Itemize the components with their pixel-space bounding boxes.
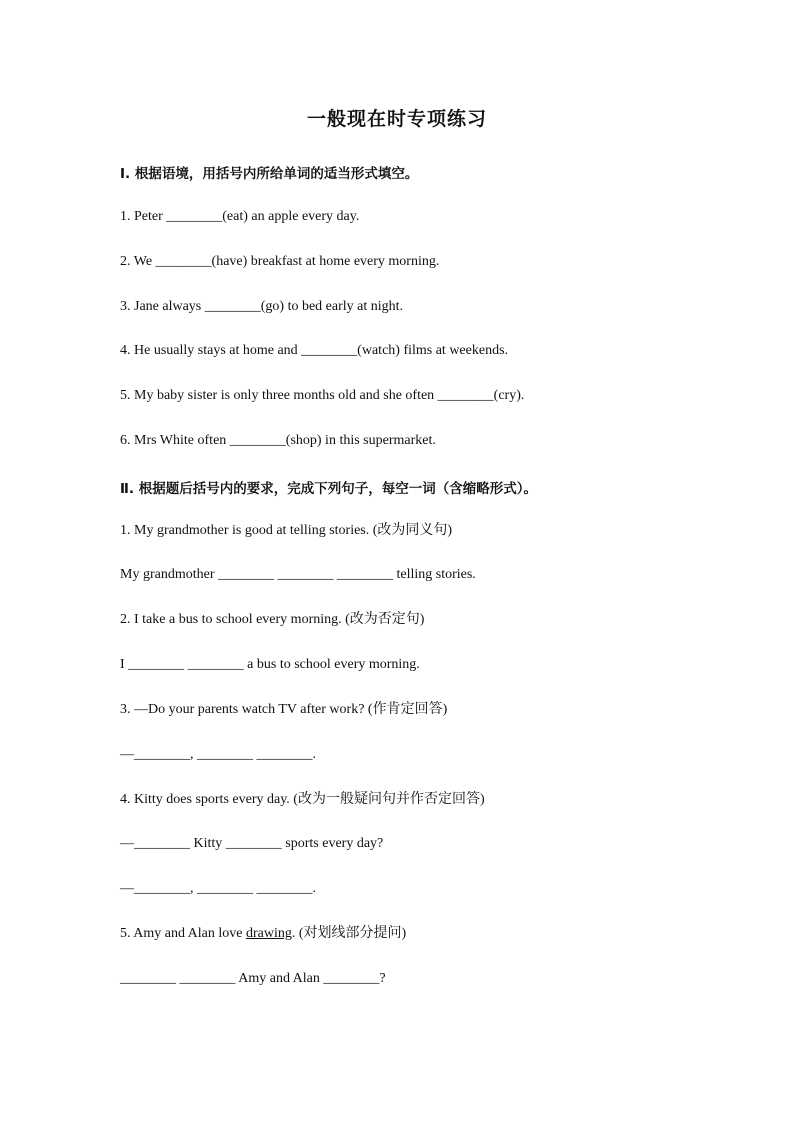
s1-question-6: 6. Mrs White often ________(shop) in this supermarket. [120,433,436,448]
section-1-heading: Ⅰ. 根据语境，用括号内所给单词的适当形式填空。 [120,166,419,182]
s1-question-1: 1. Peter ________(eat) an apple every day. [120,209,360,224]
s2-answer-3: —________, ________ ________. [120,747,316,762]
s2-answer-5: ________ ________ Amy and Alan ________? [120,971,386,986]
s2-question-2: 2. I take a bus to school every morning. (改为否定句) [120,612,425,627]
section-2-heading: Ⅱ. 根据题后括号内的要求，完成下列句子，每空一词（含缩略形式）。 [120,481,537,497]
s1-question-2: 2. We ________(have) breakfast at home every morning. [120,254,440,269]
q5-suffix: . (对划线部分提问) [291,926,407,941]
s1-question-3: 3. Jane always ________(go) to bed early at night. [120,299,404,314]
s1-question-5: 5. My baby sister is only three months old and she often ________(cry). [120,388,525,403]
s2-answer-4b: —________, ________ ________. [120,881,316,896]
s2-answer-1: My grandmother ________ ________ ________ telling stories. [120,567,476,582]
s2-question-1: 1. My grandmother is good at telling stories. (改为同义句) [120,523,453,538]
q5-underlined-word: drawing [246,926,292,941]
page-title: 一般现在时专项练习 [306,108,487,130]
s2-question-3: 3. —Do your parents watch TV after work? (作肯定回答) [120,702,448,717]
s1-question-4: 4. He usually stays at home and ________(watch) films at weekends. [120,343,509,358]
s2-question-4: 4. Kitty does sports every day. (改为一般疑问句并作否定回答) [120,792,485,807]
q5-prefix: 5. Amy and Alan love [120,926,246,941]
s2-answer-2: I ________ ________ a bus to school every morning. [120,657,420,672]
s2-answer-4a: —________ Kitty ________ sports every day? [120,836,384,851]
s2-question-5 [120,925,740,943]
